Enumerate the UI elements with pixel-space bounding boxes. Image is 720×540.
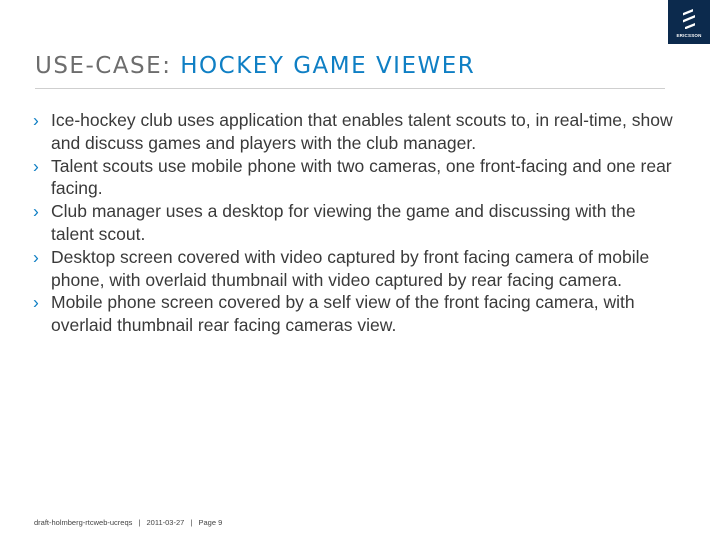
brand-name: ERICSSON — [676, 33, 702, 38]
bullet-text: Ice-hockey club uses application that enables talent scouts to, in real-time, show and discuss games and players with the club manager. — [51, 110, 673, 153]
bullet-item — [33, 200, 683, 246]
bullet-item — [33, 291, 683, 337]
bullet-text: Club manager uses a desktop for viewing the game and discussing with the talent scout. — [51, 201, 636, 244]
bullet-text: Talent scouts use mobile phone with two cameras, one front-facing and one rear facing. — [51, 155, 672, 199]
bullet-marker-icon: › — [33, 246, 39, 267]
title-divider — [35, 88, 665, 89]
footer-separator: | — [190, 518, 193, 527]
bullet-marker-icon: › — [33, 155, 39, 176]
bullet-item — [33, 155, 683, 201]
bullet-marker-icon: › — [33, 110, 39, 130]
footer-date: 2011-03-27 — [146, 518, 185, 527]
bullet-marker-icon: › — [33, 292, 39, 313]
footer-doc-name: draft-holmberg-rtcweb-ucreqs — [34, 518, 133, 527]
bullet-text: Mobile phone screen covered by a self view of the front facing camera, with overlaid thumbnail rear facing cameras view. — [51, 292, 635, 336]
footer-page: Page 9 — [198, 518, 223, 527]
bullet-item — [33, 246, 683, 292]
slide-title — [35, 53, 475, 79]
footer-separator: | — [138, 518, 141, 527]
bullet-marker-icon: › — [33, 201, 39, 222]
slide-footer — [34, 518, 222, 527]
bullet-list — [33, 109, 683, 337]
bullet-text: Desktop screen covered with video captured by front facing camera of mobile phone, with overlaid thumbnail with video captured by rear facing camera. — [51, 246, 650, 290]
ericsson-logo-icon — [681, 9, 697, 29]
title-main: HOCKEY GAME VIEWER — [180, 53, 476, 79]
bullet-item — [33, 109, 683, 155]
ericsson-logo — [668, 0, 710, 44]
title-prefix: USE-CASE: — [35, 53, 172, 79]
